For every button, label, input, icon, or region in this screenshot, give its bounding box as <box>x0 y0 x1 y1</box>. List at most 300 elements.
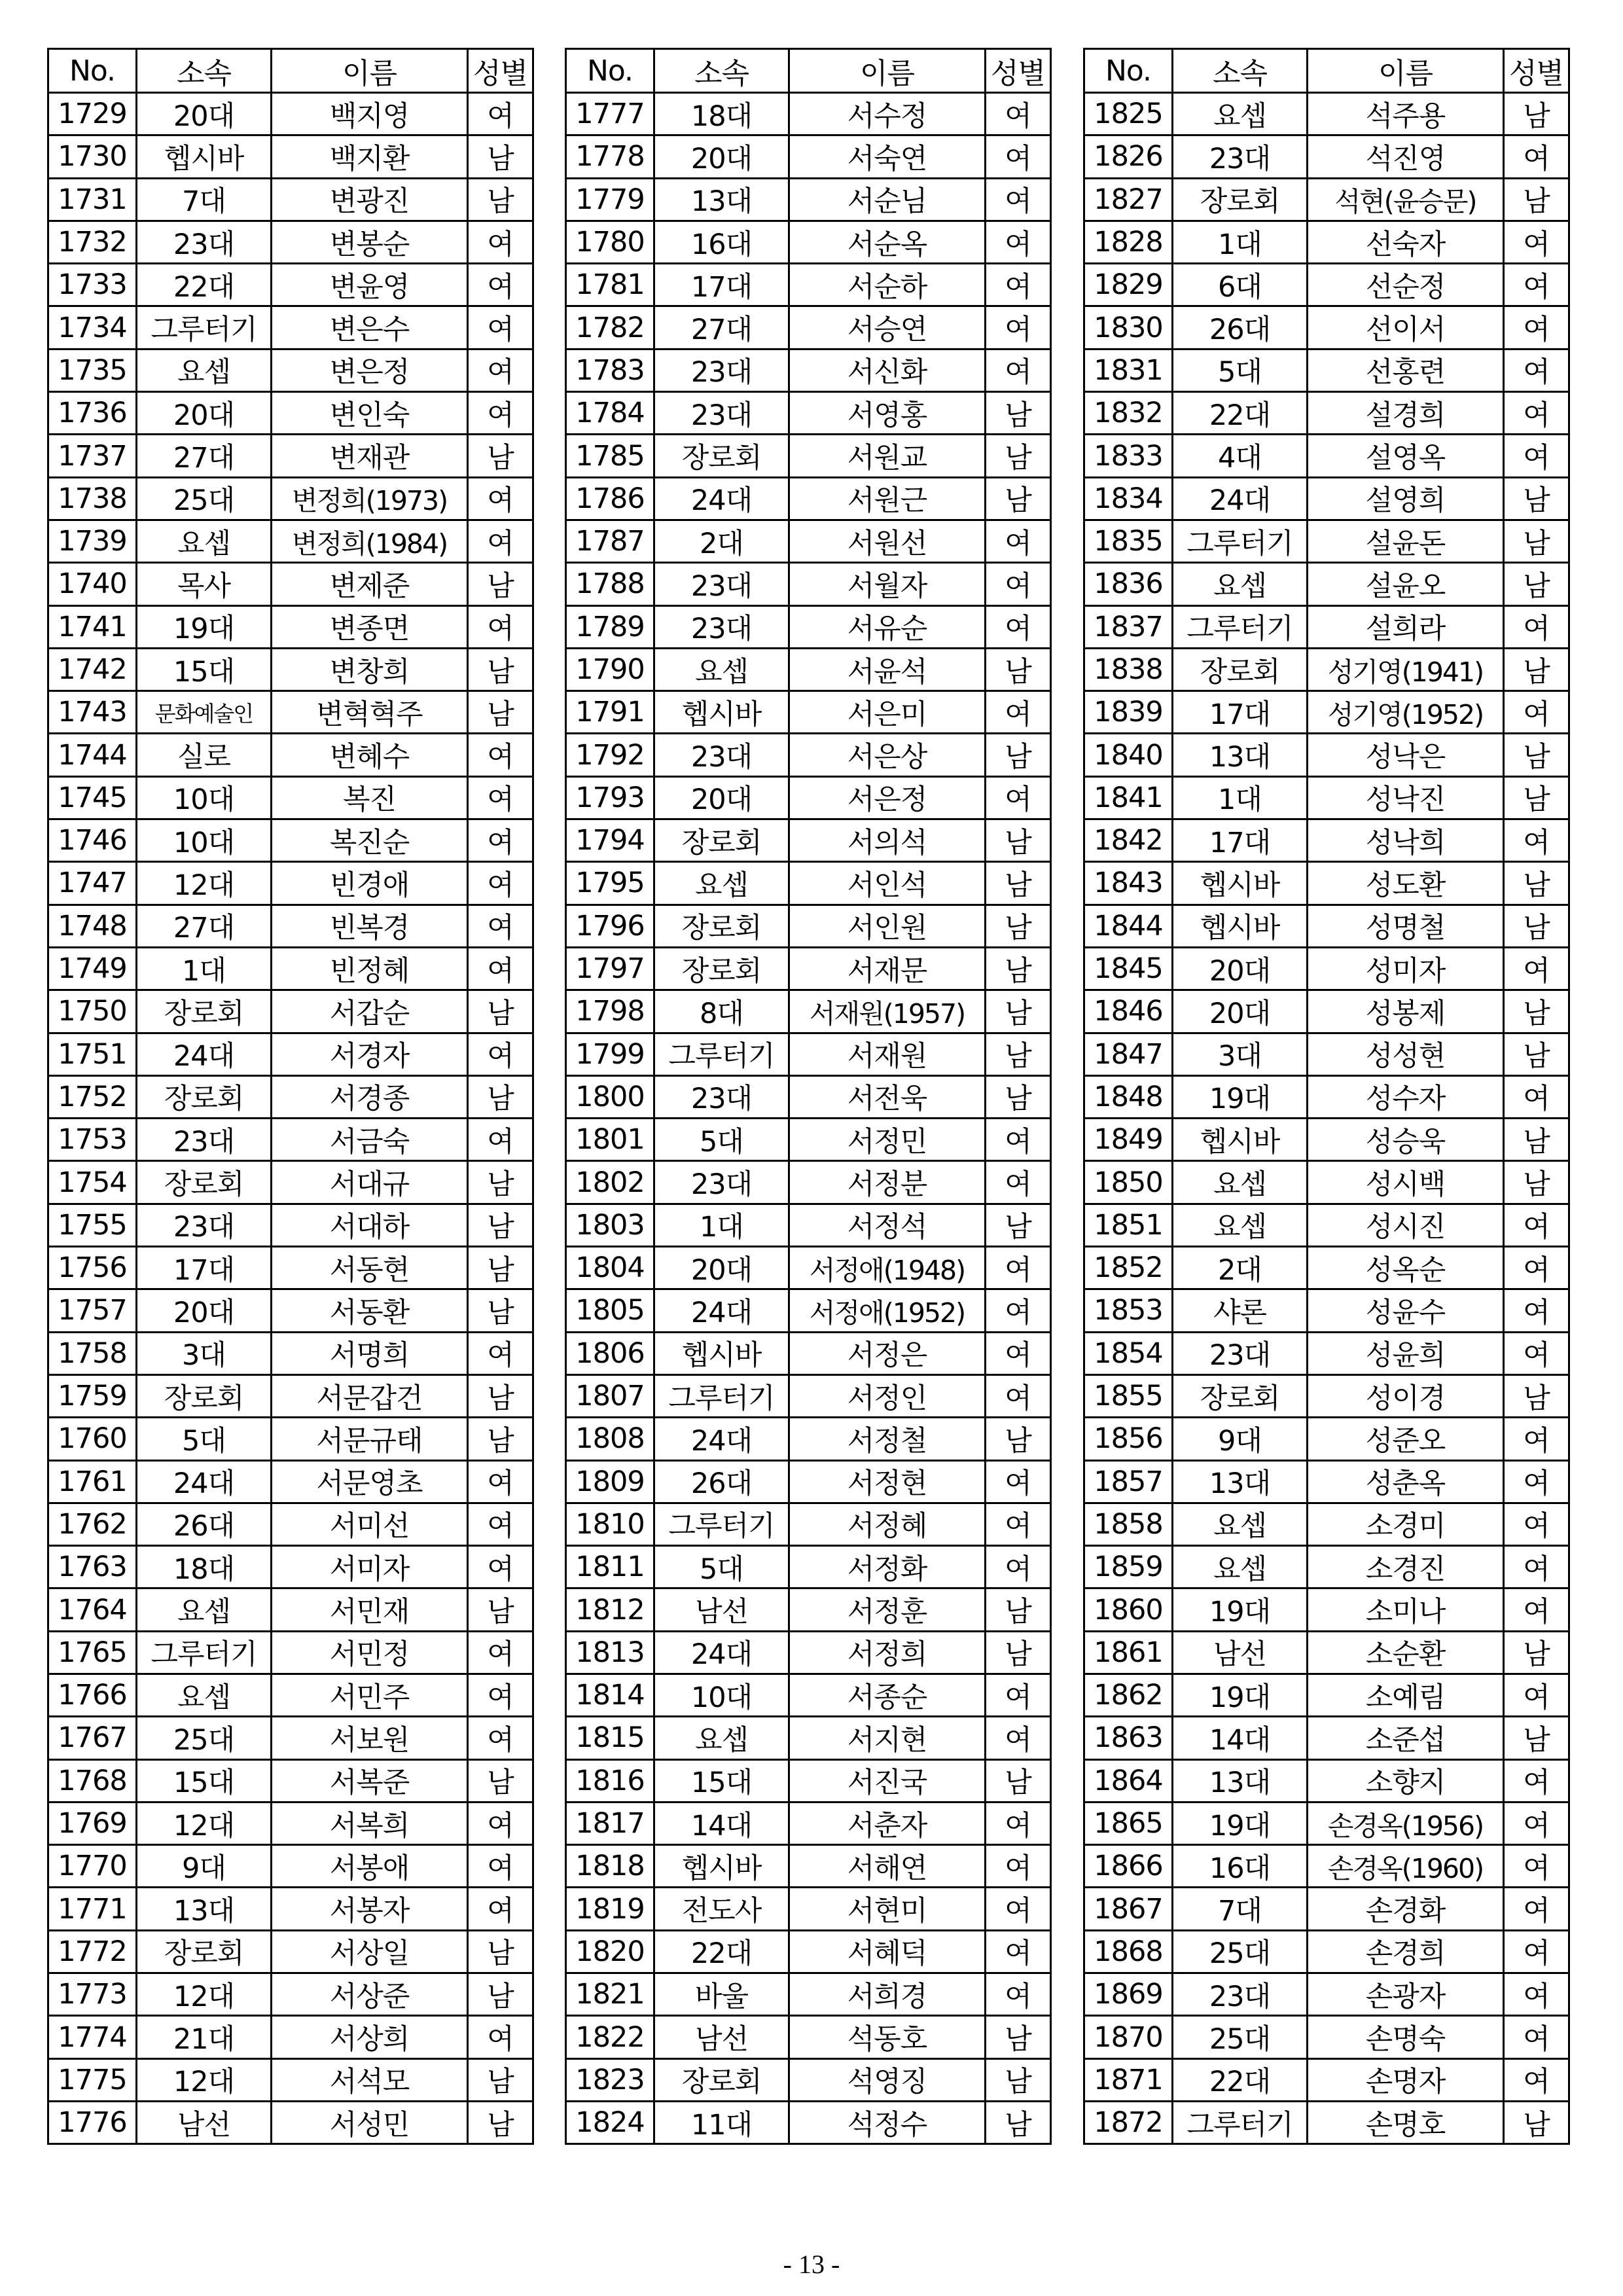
table-row <box>566 1674 1051 1716</box>
cell-no: 1770 <box>48 1845 137 1888</box>
cell-name: 서명희 <box>272 1332 468 1374</box>
table-row <box>566 1888 1051 1930</box>
table-row <box>48 1332 533 1374</box>
cell-no: 1842 <box>1084 819 1173 862</box>
cell-no: 1858 <box>1084 1503 1173 1545</box>
cell-gender: 여 <box>1504 1973 1569 2016</box>
cell-gender: 여 <box>986 1717 1051 1759</box>
cell-name: 서대하 <box>272 1204 468 1246</box>
cell-affiliation: 22대 <box>137 264 272 306</box>
cell-no: 1816 <box>566 1759 654 1802</box>
cell-no: 1791 <box>566 691 654 734</box>
table-row <box>1084 776 1569 819</box>
cell-affiliation: 27대 <box>137 905 272 947</box>
cell-gender: 남 <box>468 1374 533 1417</box>
header-name: 이름 <box>272 49 468 93</box>
table-row <box>566 349 1051 391</box>
cell-gender: 여 <box>1504 1546 1569 1588</box>
cell-name: 성옥순 <box>1308 1247 1504 1289</box>
table-row <box>566 819 1051 862</box>
cell-no: 1794 <box>566 819 654 862</box>
cell-no: 1740 <box>48 563 137 605</box>
cell-no: 1833 <box>1084 435 1173 477</box>
cell-gender: 여 <box>468 905 533 947</box>
cell-gender: 여 <box>986 1119 1051 1161</box>
cell-affiliation: 20대 <box>654 776 789 819</box>
cell-no: 1810 <box>566 1503 654 1545</box>
table-row <box>48 1503 533 1545</box>
cell-no: 1730 <box>48 135 137 178</box>
cell-no: 1761 <box>48 1460 137 1503</box>
cell-no: 1854 <box>1084 1332 1173 1374</box>
table-row <box>566 2016 1051 2058</box>
cell-gender: 여 <box>468 862 533 905</box>
cell-affiliation: 헵시바 <box>1173 905 1308 947</box>
cell-name: 성성현 <box>1308 1033 1504 1075</box>
cell-no: 1787 <box>566 520 654 562</box>
table-row <box>1084 2016 1569 2058</box>
cell-name: 석동호 <box>789 2016 986 2058</box>
table-row <box>566 648 1051 691</box>
cell-name: 서종순 <box>789 1674 986 1716</box>
table-row <box>48 1845 533 1888</box>
cell-no: 1814 <box>566 1674 654 1716</box>
table-row <box>566 2101 1051 2144</box>
header-no: No. <box>566 49 654 93</box>
cell-affiliation: 7대 <box>137 178 272 221</box>
cell-gender: 여 <box>1504 221 1569 263</box>
cell-name: 성봉제 <box>1308 990 1504 1033</box>
cell-affiliation: 헵시바 <box>654 1845 789 1888</box>
cell-no: 1849 <box>1084 1119 1173 1161</box>
cell-name: 서은상 <box>789 734 986 776</box>
table-row <box>1084 1204 1569 1246</box>
cell-gender: 여 <box>986 1289 1051 1332</box>
cell-gender: 남 <box>1504 1119 1569 1161</box>
cell-affiliation: 1대 <box>1173 221 1308 263</box>
cell-gender: 여 <box>468 1674 533 1716</box>
cell-gender: 남 <box>468 1973 533 2016</box>
cell-name: 성시진 <box>1308 1204 1504 1246</box>
cell-no: 1792 <box>566 734 654 776</box>
cell-no: 1851 <box>1084 1204 1173 1246</box>
cell-name: 성춘옥 <box>1308 1460 1504 1503</box>
cell-affiliation: 3대 <box>1173 1033 1308 1075</box>
cell-gender: 여 <box>468 477 533 520</box>
cell-name: 성미자 <box>1308 947 1504 990</box>
cell-gender: 남 <box>1504 990 1569 1033</box>
cell-affiliation: 장로회 <box>1173 1374 1308 1417</box>
table-row <box>1084 520 1569 562</box>
cell-name: 서재원 <box>789 1033 986 1075</box>
table-row <box>1084 477 1569 520</box>
cell-no: 1764 <box>48 1588 137 1631</box>
cell-name: 설희라 <box>1308 605 1504 648</box>
cell-no: 1852 <box>1084 1247 1173 1289</box>
cell-gender: 여 <box>1504 306 1569 349</box>
table-row <box>1084 93 1569 135</box>
cell-name: 서민재 <box>272 1588 468 1631</box>
cell-name: 설영옥 <box>1308 435 1504 477</box>
table-row <box>48 2101 533 2144</box>
cell-name: 빈복경 <box>272 905 468 947</box>
cell-affiliation: 그루터기 <box>1173 605 1308 648</box>
cell-no: 1848 <box>1084 1075 1173 1118</box>
table-row <box>48 1588 533 1631</box>
table-row <box>48 1119 533 1161</box>
cell-gender: 여 <box>1504 1503 1569 1545</box>
cell-gender: 남 <box>1504 905 1569 947</box>
cell-name: 서숙연 <box>789 135 986 178</box>
cell-affiliation: 20대 <box>654 135 789 178</box>
table-row <box>1084 1332 1569 1374</box>
cell-affiliation: 24대 <box>654 1289 789 1332</box>
cell-gender: 남 <box>1504 776 1569 819</box>
table-row <box>566 1418 1051 1460</box>
cell-name: 손광자 <box>1308 1973 1504 2016</box>
cell-name: 선이서 <box>1308 306 1504 349</box>
cell-affiliation: 11대 <box>654 2101 789 2144</box>
cell-affiliation: 16대 <box>654 221 789 263</box>
cell-name: 성준오 <box>1308 1418 1504 1460</box>
table-row <box>566 1503 1051 1545</box>
cell-gender: 남 <box>1504 1374 1569 1417</box>
cell-no: 1801 <box>566 1119 654 1161</box>
cell-gender: 남 <box>986 990 1051 1033</box>
cell-name: 서전욱 <box>789 1075 986 1118</box>
table-row <box>48 1289 533 1332</box>
cell-no: 1807 <box>566 1374 654 1417</box>
cell-affiliation: 헵시바 <box>1173 862 1308 905</box>
table-row <box>1084 563 1569 605</box>
cell-affiliation: 5대 <box>137 1418 272 1460</box>
cell-gender: 여 <box>986 93 1051 135</box>
cell-no: 1867 <box>1084 1888 1173 1930</box>
cell-no: 1742 <box>48 648 137 691</box>
table-row <box>1084 862 1569 905</box>
cell-no: 1847 <box>1084 1033 1173 1075</box>
cell-gender: 여 <box>986 1374 1051 1417</box>
cell-no: 1799 <box>566 1033 654 1075</box>
cell-no: 1765 <box>48 1631 137 1674</box>
cell-gender: 여 <box>1504 1075 1569 1118</box>
cell-no: 1866 <box>1084 1845 1173 1888</box>
cell-gender: 여 <box>468 1460 533 1503</box>
cell-affiliation: 24대 <box>137 1033 272 1075</box>
cell-name: 서정혜 <box>789 1503 986 1545</box>
cell-no: 1857 <box>1084 1460 1173 1503</box>
cell-name: 서춘자 <box>789 1802 986 1844</box>
cell-affiliation: 장로회 <box>1173 178 1308 221</box>
cell-name: 서신화 <box>789 349 986 391</box>
cell-affiliation: 3대 <box>137 1332 272 1374</box>
cell-gender: 여 <box>1504 1418 1569 1460</box>
cell-no: 1822 <box>566 2016 654 2058</box>
cell-name: 손명호 <box>1308 2101 1504 2144</box>
cell-name: 석주용 <box>1308 93 1504 135</box>
cell-name: 서은미 <box>789 691 986 734</box>
cell-affiliation: 바울 <box>654 1973 789 2016</box>
cell-gender: 남 <box>1504 734 1569 776</box>
table-row <box>48 2016 533 2058</box>
table-row <box>566 1119 1051 1161</box>
cell-no: 1864 <box>1084 1759 1173 1802</box>
table-row <box>1084 1802 1569 1844</box>
cell-affiliation: 26대 <box>137 1503 272 1545</box>
cell-name: 석현(윤승문) <box>1308 178 1504 221</box>
cell-name: 성낙은 <box>1308 734 1504 776</box>
cell-affiliation: 15대 <box>137 1759 272 1802</box>
cell-name: 성승욱 <box>1308 1119 1504 1161</box>
cell-name: 서윤석 <box>789 648 986 691</box>
cell-no: 1819 <box>566 1888 654 1930</box>
cell-gender: 남 <box>986 2058 1051 2101</box>
cell-no: 1736 <box>48 392 137 435</box>
table-row <box>566 1374 1051 1417</box>
cell-name: 서유순 <box>789 605 986 648</box>
cell-name: 성기영(1941) <box>1308 648 1504 691</box>
cell-name: 설윤오 <box>1308 563 1504 605</box>
header-gender: 성별 <box>468 49 533 93</box>
cell-no: 1782 <box>566 306 654 349</box>
cell-no: 1863 <box>1084 1717 1173 1759</box>
table-row <box>566 1204 1051 1246</box>
cell-gender: 여 <box>1504 135 1569 178</box>
header-affiliation: 소속 <box>1173 49 1308 93</box>
cell-no: 1821 <box>566 1973 654 2016</box>
cell-gender: 남 <box>1504 1631 1569 1674</box>
cell-name: 백지환 <box>272 135 468 178</box>
cell-no: 1732 <box>48 221 137 263</box>
cell-affiliation: 14대 <box>654 1802 789 1844</box>
cell-name: 서정화 <box>789 1546 986 1588</box>
cell-affiliation: 12대 <box>137 2058 272 2101</box>
table-row <box>1084 819 1569 862</box>
cell-no: 1737 <box>48 435 137 477</box>
cell-affiliation: 19대 <box>1173 1075 1308 1118</box>
cell-affiliation: 18대 <box>654 93 789 135</box>
cell-no: 1756 <box>48 1247 137 1289</box>
cell-no: 1804 <box>566 1247 654 1289</box>
cell-name: 서상준 <box>272 1973 468 2016</box>
cell-affiliation: 1대 <box>1173 776 1308 819</box>
cell-affiliation: 요셉 <box>137 349 272 391</box>
table-row <box>48 1247 533 1289</box>
cell-affiliation: 요셉 <box>137 1588 272 1631</box>
table-row <box>1084 1546 1569 1588</box>
cell-affiliation: 23대 <box>1173 1973 1308 2016</box>
cell-gender: 여 <box>1504 349 1569 391</box>
cell-gender: 남 <box>1504 93 1569 135</box>
cell-gender: 남 <box>468 563 533 605</box>
cell-no: 1845 <box>1084 947 1173 990</box>
table-row <box>48 135 533 178</box>
table-row <box>566 1802 1051 1844</box>
cell-affiliation: 헵시바 <box>654 1332 789 1374</box>
cell-affiliation: 19대 <box>137 605 272 648</box>
cell-gender: 여 <box>1504 2016 1569 2058</box>
cell-name: 빈경애 <box>272 862 468 905</box>
cell-no: 1768 <box>48 1759 137 1802</box>
cell-name: 서문갑건 <box>272 1374 468 1417</box>
cell-name: 백지영 <box>272 93 468 135</box>
table-row <box>48 1033 533 1075</box>
cell-gender: 남 <box>468 1247 533 1289</box>
table-row <box>566 691 1051 734</box>
cell-name: 서복희 <box>272 1802 468 1844</box>
cell-no: 1762 <box>48 1503 137 1545</box>
cell-gender: 여 <box>468 221 533 263</box>
table-row <box>48 306 533 349</box>
cell-no: 1830 <box>1084 306 1173 349</box>
cell-gender: 여 <box>468 1631 533 1674</box>
table-row <box>1084 1631 1569 1674</box>
table-row <box>566 93 1051 135</box>
table-row <box>1084 178 1569 221</box>
table-row <box>1084 2058 1569 2101</box>
cell-affiliation: 장로회 <box>137 1075 272 1118</box>
table-row <box>566 306 1051 349</box>
cell-no: 1760 <box>48 1418 137 1460</box>
cell-name: 서민정 <box>272 1631 468 1674</box>
cell-no: 1825 <box>1084 93 1173 135</box>
cell-gender: 남 <box>1504 1161 1569 1204</box>
cell-affiliation: 26대 <box>1173 306 1308 349</box>
cell-no: 1806 <box>566 1332 654 1374</box>
cell-gender: 여 <box>1504 1289 1569 1332</box>
cell-no: 1748 <box>48 905 137 947</box>
cell-no: 1777 <box>566 93 654 135</box>
table-row <box>48 691 533 734</box>
cell-no: 1865 <box>1084 1802 1173 1844</box>
cell-name: 성낙진 <box>1308 776 1504 819</box>
cell-no: 1779 <box>566 178 654 221</box>
member-table-left <box>47 48 534 2145</box>
cell-gender: 여 <box>1504 1204 1569 1246</box>
cell-name: 서봉애 <box>272 1845 468 1888</box>
cell-affiliation: 1대 <box>137 947 272 990</box>
table-row <box>566 1075 1051 1118</box>
cell-affiliation: 23대 <box>1173 135 1308 178</box>
cell-name: 서경종 <box>272 1075 468 1118</box>
table-row <box>48 605 533 648</box>
cell-affiliation: 장로회 <box>137 1374 272 1417</box>
cell-name: 성시백 <box>1308 1161 1504 1204</box>
cell-gender: 여 <box>1504 1759 1569 1802</box>
cell-affiliation: 17대 <box>1173 691 1308 734</box>
cell-gender: 남 <box>468 2058 533 2101</box>
cell-affiliation: 요셉 <box>1173 1546 1308 1588</box>
cell-name: 변광진 <box>272 178 468 221</box>
cell-name: 서정훈 <box>789 1588 986 1631</box>
cell-name: 소향지 <box>1308 1759 1504 1802</box>
cell-name: 소순환 <box>1308 1631 1504 1674</box>
cell-gender: 여 <box>468 819 533 862</box>
cell-no: 1837 <box>1084 605 1173 648</box>
cell-affiliation: 10대 <box>654 1674 789 1716</box>
cell-name: 서원선 <box>789 520 986 562</box>
header-affiliation: 소속 <box>654 49 789 93</box>
cell-name: 변혜수 <box>272 734 468 776</box>
cell-gender: 여 <box>1504 264 1569 306</box>
table-row <box>48 221 533 263</box>
cell-gender: 여 <box>468 605 533 648</box>
table-row <box>48 862 533 905</box>
cell-affiliation: 27대 <box>654 306 789 349</box>
table-row <box>1084 1674 1569 1716</box>
table-row <box>566 1247 1051 1289</box>
cell-affiliation: 그루터기 <box>1173 2101 1308 2144</box>
cell-gender: 남 <box>468 135 533 178</box>
table-row <box>48 1204 533 1246</box>
cell-no: 1796 <box>566 905 654 947</box>
cell-gender: 여 <box>468 734 533 776</box>
cell-name: 서원교 <box>789 435 986 477</box>
cell-gender: 남 <box>1504 862 1569 905</box>
table-row <box>1084 605 1569 648</box>
table-row <box>1084 349 1569 391</box>
cell-gender: 남 <box>468 1418 533 1460</box>
cell-gender: 남 <box>1504 1033 1569 1075</box>
cell-no: 1803 <box>566 1204 654 1246</box>
cell-no: 1773 <box>48 1973 137 2016</box>
table-row <box>566 178 1051 221</box>
cell-no: 1797 <box>566 947 654 990</box>
cell-gender: 여 <box>468 1845 533 1888</box>
cell-name: 서미선 <box>272 1503 468 1545</box>
cell-no: 1745 <box>48 776 137 819</box>
cell-name: 성윤수 <box>1308 1289 1504 1332</box>
table-row <box>48 477 533 520</box>
cell-gender: 남 <box>468 1204 533 1246</box>
cell-name: 서정인 <box>789 1374 986 1417</box>
cell-gender: 남 <box>986 1418 1051 1460</box>
cell-name: 소경미 <box>1308 1503 1504 1545</box>
cell-name: 설윤돈 <box>1308 520 1504 562</box>
cell-no: 1818 <box>566 1845 654 1888</box>
cell-affiliation: 요셉 <box>137 1674 272 1716</box>
member-table-right <box>1083 48 1570 2145</box>
table-row <box>566 2058 1051 2101</box>
cell-affiliation: 요셉 <box>654 1717 789 1759</box>
table-row <box>48 819 533 862</box>
cell-no: 1809 <box>566 1460 654 1503</box>
cell-name: 변종면 <box>272 605 468 648</box>
cell-affiliation: 헵시바 <box>654 691 789 734</box>
cell-name: 서상일 <box>272 1930 468 1973</box>
cell-gender: 남 <box>986 648 1051 691</box>
cell-no: 1754 <box>48 1161 137 1204</box>
cell-name: 서지현 <box>789 1717 986 1759</box>
cell-gender: 남 <box>468 1075 533 1118</box>
cell-name: 소경진 <box>1308 1546 1504 1588</box>
cell-gender: 남 <box>468 2101 533 2144</box>
table-row <box>566 1930 1051 1973</box>
cell-gender: 여 <box>1504 1888 1569 1930</box>
cell-no: 1734 <box>48 306 137 349</box>
cell-gender: 여 <box>986 563 1051 605</box>
cell-no: 1766 <box>48 1674 137 1716</box>
cell-name: 서미자 <box>272 1546 468 1588</box>
table-row <box>48 776 533 819</box>
table-row <box>1084 691 1569 734</box>
cell-no: 1751 <box>48 1033 137 1075</box>
cell-affiliation: 23대 <box>654 392 789 435</box>
table-row <box>566 1973 1051 2016</box>
cell-gender: 여 <box>986 776 1051 819</box>
cell-affiliation: 요셉 <box>1173 1503 1308 1545</box>
table-row <box>566 605 1051 648</box>
